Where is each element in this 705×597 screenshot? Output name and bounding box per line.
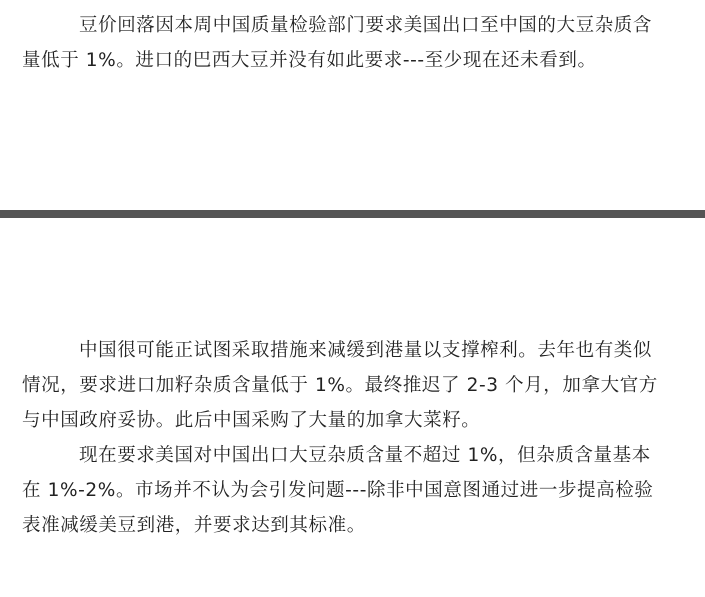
paragraph-1: 中国很可能正试图采取措施来减缓到港量以支撑榨利。去年也有类似情况，要求进口加籽杂质含量低于 1%。最终推迟了 2-3 个月，加拿大官方与中国政府妥协。此后中国采购了大量的加拿大菜籽。	[22, 340, 658, 431]
article-top-section	[22, 8, 662, 78]
section-divider	[0, 210, 705, 218]
paragraph-top: 豆价回落因本周中国质量检验部门要求美国出口至中国的大豆杂质含量低于 1%。进口的巴西大豆并没有如此要求---至少现在还未看到。	[22, 15, 653, 71]
paragraph-2: 现在要求美国对中国出口大豆杂质含量不超过 1%，但杂质含量基本在 1%-2%。市场并不认为会引发问题---除非中国意图通过进一步提高检验表准减缓美豆到港，并要求达到其标准。	[22, 445, 654, 536]
article-bottom-section	[22, 333, 662, 543]
